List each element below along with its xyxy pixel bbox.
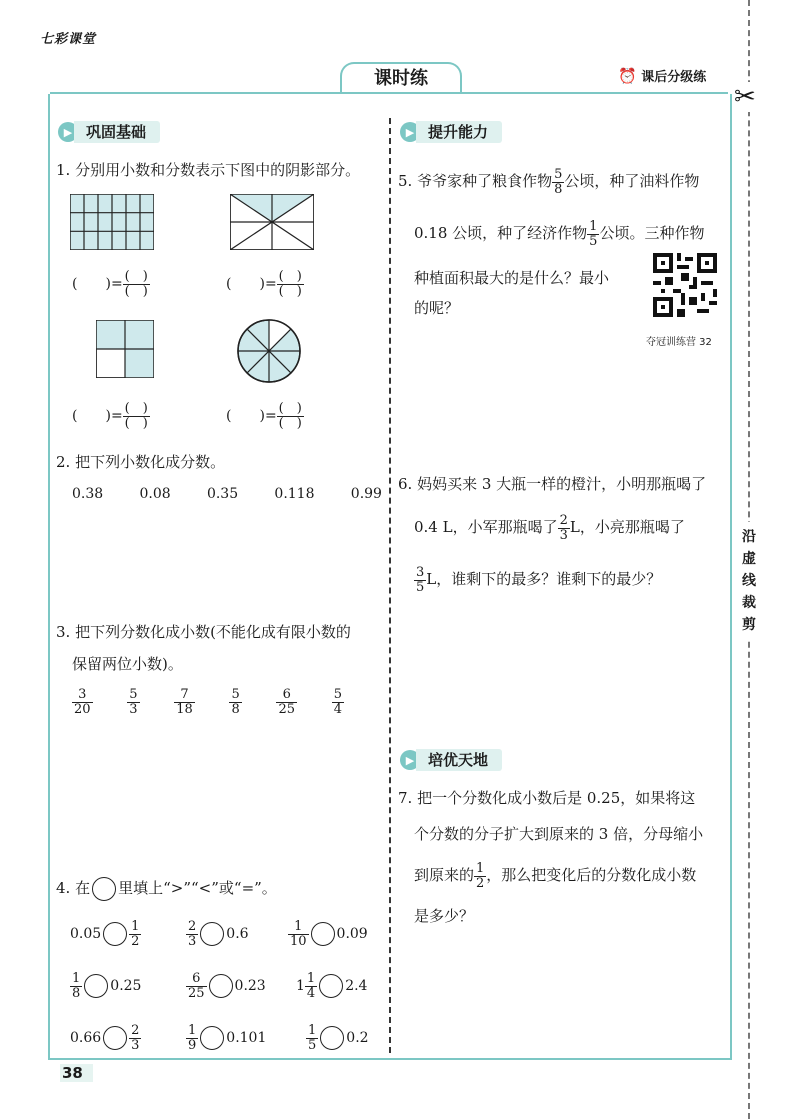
answer-blank-4[interactable]: ( )= $\frac{( )}{( )}$: [226, 401, 302, 431]
question-6-line1: 6. 妈妈买来 3 大瓶一样的橙汁，小明那瓶喝了: [398, 475, 707, 493]
compare-circle-icon: [92, 877, 116, 901]
question-5-line2: 0.18 公顷，种了经济作物 $\frac{1}{5}$ 公顷。三种作物: [414, 219, 705, 249]
question-5-line4: 的呢？: [414, 299, 460, 317]
q2-values: [72, 486, 382, 502]
section-improve-label: 提升能力: [416, 121, 502, 143]
q2-value: 0.35: [206, 486, 239, 502]
question-3-line1: 3. 把下列分数化成小数(不能化成有限小数的: [56, 623, 351, 641]
question-2: 2. 把下列小数化成分数。: [56, 453, 226, 471]
compare-circle[interactable]: [319, 974, 343, 998]
section-improve: [400, 120, 502, 144]
question-1: 1. 分别用小数和分数表示下图中的阴影部分。: [56, 161, 361, 179]
question-4: 4. 在 里填上“>”“<”或“=”。: [56, 876, 277, 901]
answer-blank-3[interactable]: ( )= $\frac{( )}{( )}$: [72, 401, 148, 431]
play-icon: ▶: [58, 122, 78, 142]
compare-circle[interactable]: [311, 922, 335, 946]
page-number: 38: [60, 1064, 93, 1082]
section-basic: [58, 120, 160, 144]
question-7-line4: 是多少？: [414, 907, 475, 925]
answer-blank-1[interactable]: ( )= $\frac{( )}{( )}$: [72, 269, 148, 299]
answer-blank-2[interactable]: ( )= $\frac{( )}{( )}$: [226, 269, 302, 299]
figure-star-rect: [230, 194, 314, 250]
compare-circle[interactable]: [209, 974, 233, 998]
compare-circle[interactable]: [320, 1026, 344, 1050]
q3-fraction: $\frac{5}{4}$: [333, 687, 342, 717]
q4-row-2c: 1 $\frac{1}{4}$ 2.4: [296, 971, 368, 1001]
q2-value: 0.38: [72, 486, 104, 502]
section-excel-label: 培优天地: [416, 749, 502, 771]
q3-fraction: $\frac{7}{18}$: [176, 687, 193, 717]
qr-caption: 夺冠训练营 32: [646, 337, 712, 348]
q2-value: 0.08: [139, 486, 171, 502]
play-icon: ▶: [400, 750, 420, 770]
figure-circle: [236, 318, 302, 384]
page-title: 课时练: [340, 62, 462, 94]
q3-fractions: [72, 688, 344, 716]
q4-row-1: 0.05 $\frac{1}{2}$: [70, 919, 140, 949]
brand-logo: 七彩课堂: [40, 32, 97, 47]
q4-row-3c: $\frac{1}{5}$ 0.2: [308, 1023, 369, 1053]
q4-row-2: $\frac{1}{8}$ 0.25: [72, 971, 142, 1001]
question-5-line1: 5. 爷爷家种了粮食作物 $\frac{5}{8}$ 公顷，种了油料作物: [398, 167, 700, 197]
q4-row-3b: $\frac{1}{9}$ 0.101: [188, 1023, 267, 1053]
q3-fraction: $\frac{5}{3}$: [129, 687, 138, 717]
question-7-line1: 7. 把一个分数化成小数后是 0.25，如果将这: [398, 789, 696, 807]
compare-circle[interactable]: [103, 1026, 127, 1050]
section-basic-label: 巩固基础: [74, 121, 160, 143]
question-7-line2: 个分数的分子扩大到原来的 3 倍，分母缩小: [414, 825, 704, 843]
q3-fraction: $\frac{5}{8}$: [231, 687, 240, 717]
tier-label: ⏰ 课后分级练: [618, 67, 707, 85]
compare-circle[interactable]: [200, 1026, 224, 1050]
figure-quarter-square: [96, 320, 154, 378]
q2-value: 0.118: [274, 486, 315, 502]
q4-row-3: 0.66 $\frac{2}{3}$: [70, 1023, 140, 1053]
question-6-line2: 0.4 L，小军那瓶喝了 $\frac{2}{3}$ L，小亮那瓶喝了: [414, 513, 685, 543]
q4-row-2b: $\frac{6}{25}$ 0.23: [188, 971, 266, 1001]
q4-row-1c: $\frac{1}{10}$ 0.09: [290, 919, 368, 949]
q3-fraction: $\frac{3}{20}$: [74, 687, 91, 717]
clock-icon: ⏰: [618, 67, 637, 85]
compare-circle[interactable]: [103, 922, 127, 946]
question-3-line2: 保留两位小数)。: [72, 655, 183, 673]
question-5-line3: 种植面积最大的是什么？最小: [414, 269, 610, 287]
compare-circle[interactable]: [84, 974, 108, 998]
question-6-line3: $\frac{3}{5}$ L，谁剩下的最多？谁剩下的最少？: [416, 565, 662, 595]
q2-value: 0.99: [350, 486, 382, 502]
q4-row-1b: $\frac{2}{3}$ 0.6: [188, 919, 249, 949]
compare-circle[interactable]: [200, 922, 224, 946]
section-excel: [400, 748, 502, 772]
question-7-line3: 到原来的 $\frac{1}{2}$ ，那么把变化后的分数化成小数: [414, 861, 697, 891]
scissors-icon: ✂: [734, 82, 756, 112]
column-divider: [389, 118, 391, 1053]
figure-grid-rect: [70, 194, 154, 250]
q3-fraction: $\frac{6}{25}$: [278, 687, 296, 717]
cut-instruction: 沿虚线裁剪: [737, 522, 761, 640]
play-icon: ▶: [400, 122, 420, 142]
qr-code-icon[interactable]: [653, 253, 717, 317]
